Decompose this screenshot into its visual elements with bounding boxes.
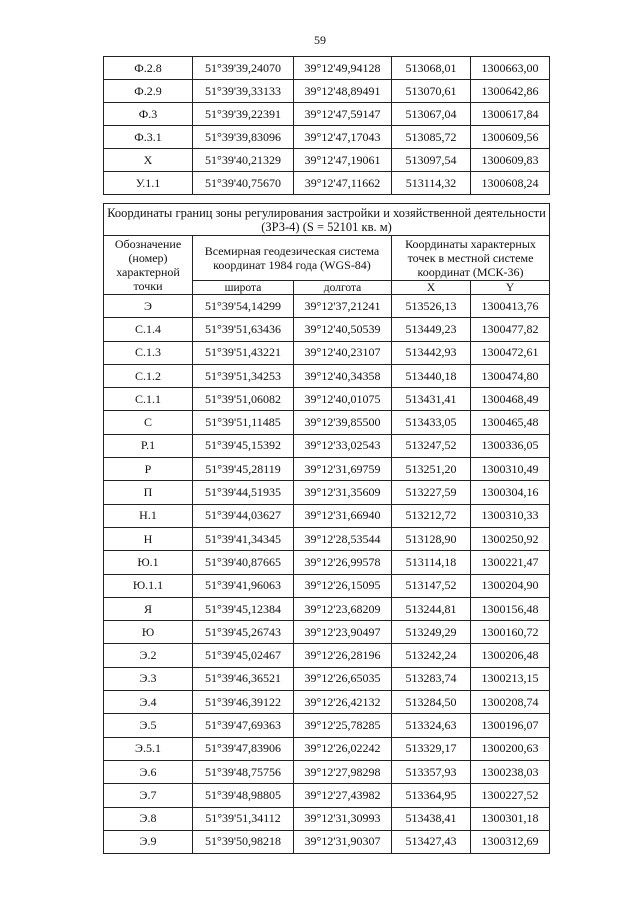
y-cell: 1300238,03 [471,760,550,783]
y-cell: 1300468,49 [471,388,550,411]
header-y: Y [471,281,550,295]
longitude-cell: 39°12'40,50539 [294,318,392,341]
longitude-cell: 39°12'39,85500 [294,411,392,434]
point-label: Я [104,597,193,620]
y-cell: 1300336,05 [471,434,550,457]
y-cell: 1300208,74 [471,691,550,714]
table-row [104,103,550,126]
y-cell: 1300617,84 [471,103,550,126]
latitude-cell: 51°39'51,06082 [193,388,294,411]
x-cell: 513097,54 [392,149,471,172]
latitude-cell: 51°39'50,98218 [193,830,294,853]
latitude-cell: 51°39'54,14299 [193,295,294,318]
table-row [104,149,550,172]
table-row [104,621,550,644]
x-cell: 513427,43 [392,830,471,853]
table-row [104,341,550,364]
latitude-cell: 51°39'48,98805 [193,784,294,807]
x-cell: 513364,95 [392,784,471,807]
table-row [104,434,550,457]
x-cell: 513244,81 [392,597,471,620]
header-designation: Обозначение (номер) характерной точки [104,236,193,295]
table-row [104,481,550,504]
x-cell: 513085,72 [392,126,471,149]
point-label: Ю.1.1 [104,574,193,597]
table-row [104,388,550,411]
header-wgs84: Всемирная геодезическая система координат 1984 года (WGS-84) [193,236,392,281]
point-label: Ю [104,621,193,644]
table-row [104,57,550,80]
table-row [104,691,550,714]
table-row [104,126,550,149]
table-row [104,172,550,195]
table-row [104,527,550,550]
page-number: 59 [314,33,326,47]
y-cell: 1300206,48 [471,644,550,667]
table-row [104,458,550,481]
point-label: Н [104,527,193,550]
longitude-cell: 39°12'26,65035 [294,667,392,690]
x-cell: 513247,52 [392,434,471,457]
y-cell: 1300196,07 [471,714,550,737]
latitude-cell: 51°39'51,34253 [193,364,294,387]
x-cell: 513442,93 [392,341,471,364]
longitude-cell: 39°12'27,43982 [294,784,392,807]
point-label: Ф.3.1 [104,126,193,149]
latitude-cell: 51°39'40,21329 [193,149,294,172]
x-cell: 513440,18 [392,364,471,387]
point-label: Р [104,458,193,481]
longitude-cell: 39°12'31,66940 [294,504,392,527]
x-cell: 513114,32 [392,172,471,195]
y-cell: 1300213,15 [471,667,550,690]
y-cell: 1300160,72 [471,621,550,644]
point-label: С.1.2 [104,364,193,387]
x-cell: 513114,18 [392,551,471,574]
x-cell: 513324,63 [392,714,471,737]
longitude-cell: 39°12'49,94128 [294,57,392,80]
table-row [104,504,550,527]
longitude-cell: 39°12'25,78285 [294,714,392,737]
latitude-cell: 51°39'41,34345 [193,527,294,550]
latitude-cell: 51°39'46,39122 [193,691,294,714]
latitude-cell: 51°39'46,36521 [193,667,294,690]
y-cell: 1300301,18 [471,807,550,830]
point-label: Э.2 [104,644,193,667]
x-cell: 513284,50 [392,691,471,714]
y-cell: 1300465,48 [471,411,550,434]
y-cell: 1300200,63 [471,737,550,760]
latitude-cell: 51°39'44,51935 [193,481,294,504]
latitude-cell: 51°39'47,83906 [193,737,294,760]
point-label: С [104,411,193,434]
longitude-cell: 39°12'23,90497 [294,621,392,644]
longitude-cell: 39°12'40,01075 [294,388,392,411]
longitude-cell: 39°12'31,90307 [294,830,392,853]
table-row [104,830,550,853]
latitude-cell: 51°39'48,75756 [193,760,294,783]
point-label: Э.5 [104,714,193,737]
x-cell: 513251,20 [392,458,471,481]
table-row [104,80,550,103]
y-cell: 1300204,90 [471,574,550,597]
longitude-cell: 39°12'47,19061 [294,149,392,172]
longitude-cell: 39°12'47,59147 [294,103,392,126]
y-cell: 1300609,83 [471,149,550,172]
longitude-cell: 39°12'47,11662 [294,172,392,195]
table-row [104,411,550,434]
header-latitude: широта [193,281,294,295]
table-row [104,644,550,667]
table-row [104,760,550,783]
y-cell: 1300663,00 [471,57,550,80]
longitude-cell: 39°12'26,99578 [294,551,392,574]
longitude-cell: 39°12'26,42132 [294,691,392,714]
x-cell: 513068,01 [392,57,471,80]
y-cell: 1300609,56 [471,126,550,149]
x-cell: 513227,59 [392,481,471,504]
point-label: П [104,481,193,504]
table-row [104,737,550,760]
point-label: Э [104,295,193,318]
longitude-cell: 39°12'31,35609 [294,481,392,504]
longitude-cell: 39°12'27,98298 [294,760,392,783]
coordinates-table-continued [103,56,550,195]
latitude-cell: 51°39'45,02467 [193,644,294,667]
table-row [104,667,550,690]
longitude-cell: 39°12'33,02543 [294,434,392,457]
y-cell: 1300310,49 [471,458,550,481]
y-cell: 1300156,48 [471,597,550,620]
point-label: Э.9 [104,830,193,853]
table-row [104,551,550,574]
table-row [104,807,550,830]
y-cell: 1300304,16 [471,481,550,504]
zrz4-coordinates-table [103,203,550,854]
point-label: Э.8 [104,807,193,830]
latitude-cell: 51°39'47,69363 [193,714,294,737]
point-label: С.1.4 [104,318,193,341]
y-cell: 1300221,47 [471,551,550,574]
point-label: Э.4 [104,691,193,714]
point-label: Ф.3 [104,103,193,126]
longitude-cell: 39°12'28,53544 [294,527,392,550]
point-label: Н.1 [104,504,193,527]
latitude-cell: 51°39'40,87665 [193,551,294,574]
x-cell: 513147,52 [392,574,471,597]
y-cell: 1300642,86 [471,80,550,103]
y-cell: 1300608,24 [471,172,550,195]
latitude-cell: 51°39'51,34112 [193,807,294,830]
main-table-body [104,295,550,854]
point-label: Э.7 [104,784,193,807]
longitude-cell: 39°12'31,69759 [294,458,392,481]
longitude-cell: 39°12'31,30993 [294,807,392,830]
y-cell: 1300312,69 [471,830,550,853]
latitude-cell: 51°39'39,33133 [193,80,294,103]
point-label: С.1.3 [104,341,193,364]
x-cell: 513242,24 [392,644,471,667]
table-row [104,364,550,387]
latitude-cell: 51°39'45,12384 [193,597,294,620]
point-label: У.1.1 [104,172,193,195]
y-cell: 1300227,52 [471,784,550,807]
longitude-cell: 39°12'26,28196 [294,644,392,667]
latitude-cell: 51°39'51,43221 [193,341,294,364]
header-msk36: Координаты характерных точек в местной системе координат (МСК-36) [392,236,550,281]
x-cell: 513526,13 [392,295,471,318]
y-cell: 1300472,61 [471,341,550,364]
top-table-body [104,57,550,195]
longitude-cell: 39°12'37,21241 [294,295,392,318]
x-cell: 513449,23 [392,318,471,341]
latitude-cell: 51°39'45,26743 [193,621,294,644]
x-cell: 513329,17 [392,737,471,760]
x-cell: 513212,72 [392,504,471,527]
table-row [104,597,550,620]
latitude-cell: 51°39'51,63436 [193,318,294,341]
longitude-cell: 39°12'48,89491 [294,80,392,103]
point-label: Х [104,149,193,172]
longitude-cell: 39°12'23,68209 [294,597,392,620]
x-cell: 513067,04 [392,103,471,126]
x-cell: 513438,41 [392,807,471,830]
point-label: Р.1 [104,434,193,457]
point-label: Ф.2.9 [104,80,193,103]
y-cell: 1300477,82 [471,318,550,341]
table-row [104,295,550,318]
point-label: Э.3 [104,667,193,690]
y-cell: 1300310,33 [471,504,550,527]
latitude-cell: 51°39'51,11485 [193,411,294,434]
point-label: Ю.1 [104,551,193,574]
x-cell: 513249,29 [392,621,471,644]
latitude-cell: 51°39'39,24070 [193,57,294,80]
header-longitude: долгота [294,281,392,295]
x-cell: 513128,90 [392,527,471,550]
table-row [104,574,550,597]
table-row [104,318,550,341]
y-cell: 1300413,76 [471,295,550,318]
table-title: Координаты границ зоны регулирования застройки и хозяйственной деятельности (ЗРЗ-4) (S = 52101 кв. м) [104,204,550,236]
longitude-cell: 39°12'26,02242 [294,737,392,760]
table-row [104,714,550,737]
longitude-cell: 39°12'40,34358 [294,364,392,387]
point-label: Ф.2.8 [104,57,193,80]
x-cell: 513433,05 [392,411,471,434]
latitude-cell: 51°39'39,22391 [193,103,294,126]
latitude-cell: 51°39'41,96063 [193,574,294,597]
x-cell: 513357,93 [392,760,471,783]
longitude-cell: 39°12'40,23107 [294,341,392,364]
point-label: Э.6 [104,760,193,783]
point-label: С.1.1 [104,388,193,411]
latitude-cell: 51°39'40,75670 [193,172,294,195]
longitude-cell: 39°12'47,17043 [294,126,392,149]
longitude-cell: 39°12'26,15095 [294,574,392,597]
point-label: Э.5.1 [104,737,193,760]
latitude-cell: 51°39'39,83096 [193,126,294,149]
header-x: X [392,281,471,295]
latitude-cell: 51°39'45,15392 [193,434,294,457]
latitude-cell: 51°39'45,28119 [193,458,294,481]
y-cell: 1300474,80 [471,364,550,387]
latitude-cell: 51°39'44,03627 [193,504,294,527]
y-cell: 1300250,92 [471,527,550,550]
x-cell: 513070,61 [392,80,471,103]
table-row [104,784,550,807]
x-cell: 513431,41 [392,388,471,411]
x-cell: 513283,74 [392,667,471,690]
